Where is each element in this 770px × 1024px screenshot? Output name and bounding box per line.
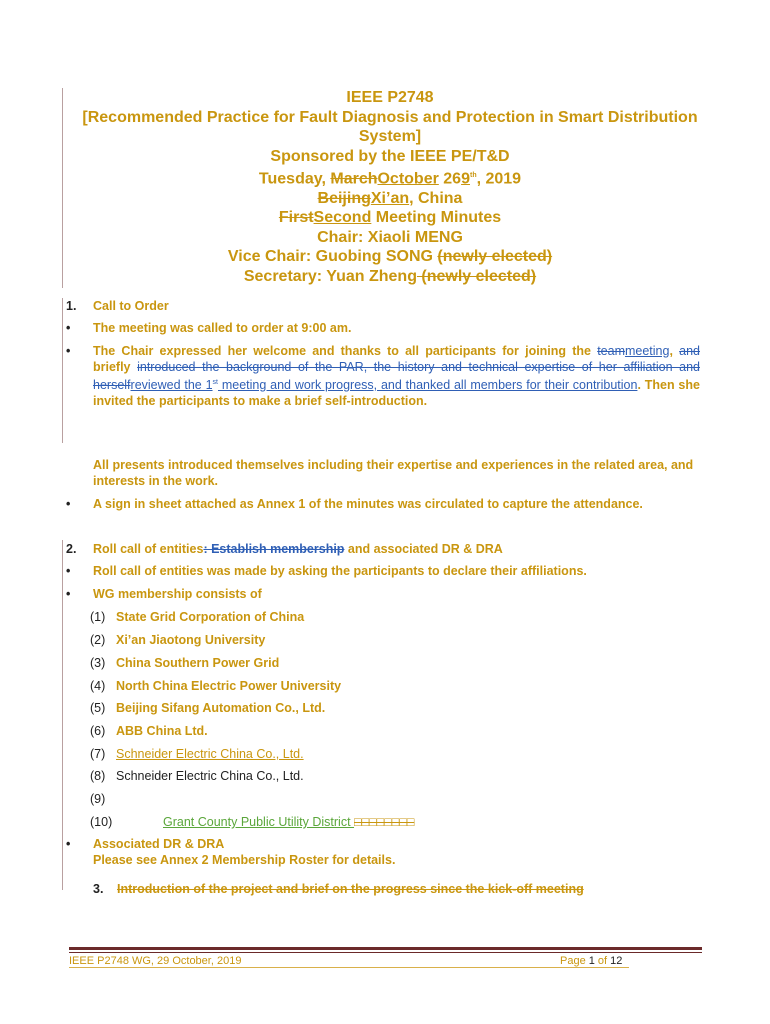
section-2-heading: 2. Roll call of entities: Establish membership and associated DR & DRA xyxy=(66,542,503,556)
bullet-item: • The Chair expressed her welcome and thanks to all participants for joining the teammeeting, and briefly introduced the background of the PAR, the history and technical expertise of her affiliation and herselfreviewed the 1st meeting and work progress, and thanked all members for their contribution. Then she invited the participants to make a brief self-introduction. xyxy=(66,344,700,408)
bullet-item: • Associated DR & DRA Please see Annex 2 Membership Roster for details. xyxy=(66,837,396,867)
member-item: (4) North China Electric Power University xyxy=(90,679,342,693)
member-item: (6) ABB China Ltd. xyxy=(90,724,208,738)
change-bar xyxy=(62,428,63,442)
member-item: (7) Schneider Electric China Co., Ltd. xyxy=(90,747,304,761)
member-item: (3) China Southern Power Grid xyxy=(90,656,280,670)
bullet-item: • The meeting was called to order at 9:00 am. xyxy=(66,321,352,335)
header-meeting: FirstSecond Meeting Minutes xyxy=(278,209,502,227)
section-1-heading: 1. Call to Order xyxy=(66,299,169,313)
change-bar xyxy=(62,540,63,890)
bullet-item: • A sign in sheet attached as Annex 1 of the minutes was circulated to capture the attendance. xyxy=(66,497,643,511)
member-item: (2) Xi’an Jiaotong University xyxy=(90,633,266,647)
footer-left: IEEE P2748 WG, 29 October, 2019 xyxy=(69,955,242,967)
page-number: Page 1 of 12 xyxy=(560,955,623,967)
member-item: (9) xyxy=(90,792,106,806)
member-item: (8) Schneider Electric China Co., Ltd. xyxy=(90,769,304,783)
header-date: Tuesday, MarchOctober 269th, 2019 xyxy=(258,170,522,188)
footer-rule xyxy=(69,947,702,950)
page-footer xyxy=(69,955,629,968)
header-vice-chair: Vice Chair: Guobing SONG (newly elected) xyxy=(227,248,553,266)
bullet-item: • Roll call of entities was made by asking the participants to declare their affiliations. xyxy=(66,564,587,578)
header-line: [Recommended Practice for Fault Diagnosis and Protection in Smart Distribution System] xyxy=(82,108,698,145)
section-3-heading: 3. Introduction of the project and brief on the progress since the kick-off meeting xyxy=(93,882,584,896)
member-item: (1) State Grid Corporation of China xyxy=(90,610,305,624)
change-bar xyxy=(62,298,63,443)
bullet-item: • WG membership consists of xyxy=(66,587,262,601)
header-secretary: Secretary: Yuan Zheng (newly elected) xyxy=(243,267,537,285)
member-item: (10) Grant County Public Utility District □□□□□□□□ xyxy=(90,815,415,829)
header-chair: Chair: Xiaoli MENG xyxy=(317,228,463,246)
paragraph: All presents introduced themselves including their expertise and experiences in the related area, and interests in the work. xyxy=(93,458,694,488)
footer-rule xyxy=(69,952,702,953)
change-bar xyxy=(62,88,63,288)
document-header xyxy=(70,88,710,286)
header-line: Sponsored by the IEEE PE/T&D xyxy=(270,147,510,165)
member-item: (5) Beijing Sifang Automation Co., Ltd. xyxy=(90,701,326,715)
header-location: BeijingXi’an, China xyxy=(317,189,463,207)
header-line: IEEE P2748 xyxy=(346,89,434,106)
